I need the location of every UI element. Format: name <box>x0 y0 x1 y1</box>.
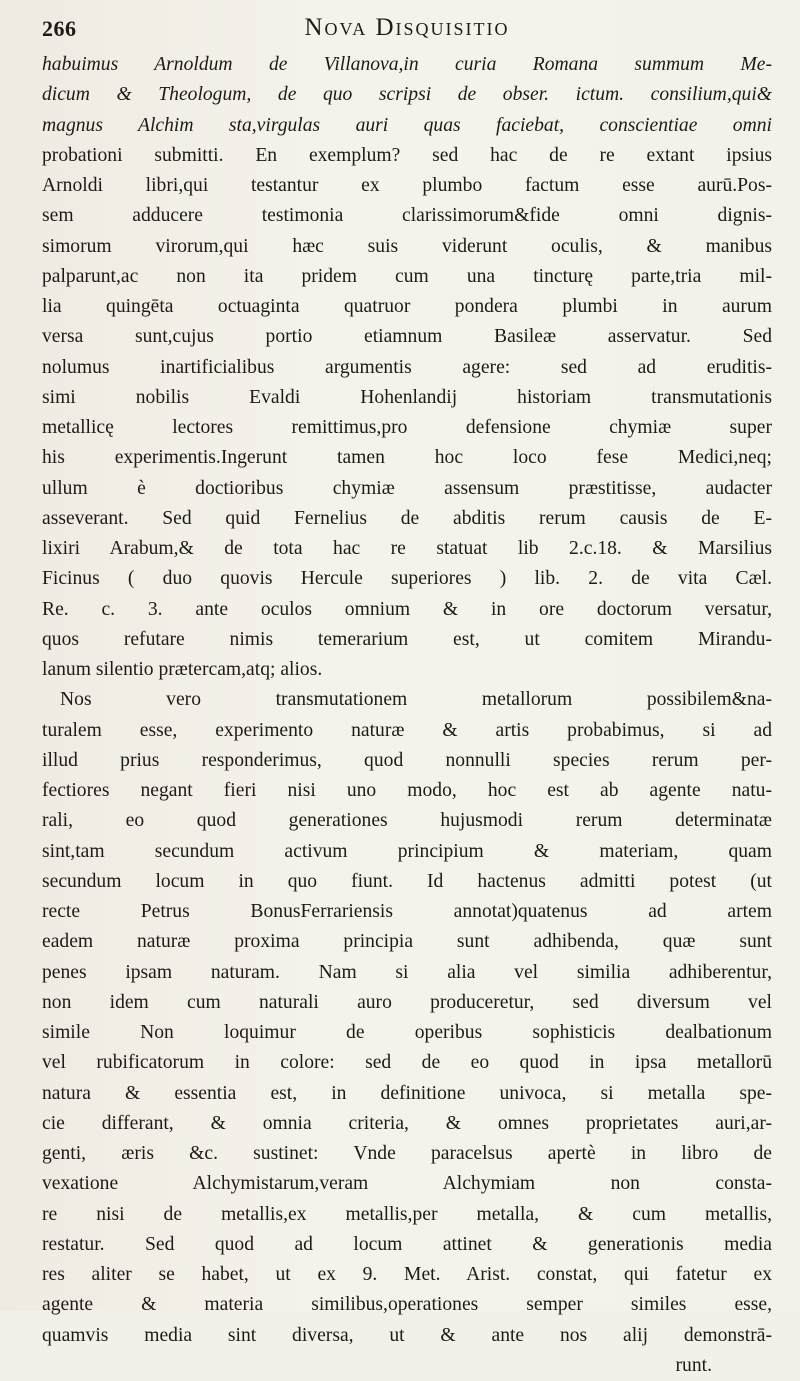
text-line: Re. c. 3. ante oculos omnium & in ore doctorum versatur, <box>42 598 772 620</box>
page-number: 266 <box>42 16 77 41</box>
text-line: versa sunt,cujus portio etiamnum Basileæ asservatur. Sed <box>42 326 772 348</box>
page-header <box>42 14 772 48</box>
text-line: magnus Alchim sta,virgulas auri quas faciebat, conscientiae omni <box>42 114 772 136</box>
text-line: non idem cum naturali auro produceretur, sed diversum vel <box>42 991 772 1013</box>
text-line: rali, eo quod generationes hujusmodi rerum determinatæ <box>42 810 772 832</box>
text-line: penes ipsam naturam. Nam si alia vel similia adhiberentur, <box>42 961 772 983</box>
text-line: recte Petrus BonusFerrariensis annotat)quatenus ad artem <box>42 901 772 922</box>
body-text <box>42 50 772 1381</box>
text-line: sint,tam secundum activum principium & materiam, quam <box>42 840 772 862</box>
text-line: dicum & Theologum, de quo scripsi de obser. ictum. consilium,qui& <box>42 84 772 106</box>
text-line: Arnoldi libri,qui testantur ex plumbo factum esse aurū.Pos- <box>42 175 772 196</box>
text-line: Ficinus ( duo quovis Hercule superiores ) lib. 2. de vita Cæl. <box>42 568 772 590</box>
text-line: habuimus Arnoldum de Villanova,in curia Romana summum Me- <box>42 54 772 75</box>
text-line: cie differant, & omnia criteria, & omnes proprietates auri,ar- <box>42 1112 772 1134</box>
text-line: restatur. Sed quod ad locum attinet & generationis media <box>42 1233 772 1255</box>
text-line: re nisi de metallis,ex metallis,per metalla, & cum metallis, <box>42 1203 772 1225</box>
text-line: vel rubificatorum in colore: sed de eo quod in ipsa metallorū <box>42 1052 772 1074</box>
text-line: vexatione Alchymistarum,veram Alchymiam non consta- <box>42 1173 772 1195</box>
text-line: agente & materia similibus,operationes semper similes esse, <box>42 1294 772 1316</box>
text-line: lanum silentio prætercam,atq; alios. <box>42 659 323 680</box>
text-line: lia quingēta octuaginta quatruor pondera plumbi in aurum <box>42 296 772 317</box>
text-line: Nos vero transmutationem metallorum possibilem&na- <box>60 689 772 711</box>
text-line: quos refutare nimis temerarium est, ut comitem Mirandu- <box>42 628 772 650</box>
text-line: natura & essentia est, in definitione univoca, si metalla spe- <box>42 1082 772 1104</box>
text-line: his experimentis.Ingerunt tamen hoc loco fese Medici,neq; <box>42 447 772 469</box>
text-line: lixiri Arabum,& de tota hac re statuat lib 2.c.18. & Marsilius <box>42 538 772 559</box>
text-line: sem adducere testimonia clarissimorum&fide omni dignis- <box>42 205 772 227</box>
text-line: asseverant. Sed quid Fernelius de abditis rerum causis de E- <box>42 507 772 529</box>
text-line: simorum virorum,qui hæc suis viderunt oculis, & manibus <box>42 235 772 257</box>
text-line: secundum locum in quo fiunt. Id hactenus admitti potest (ut <box>42 870 772 892</box>
text-line: simile Non loquimur de operibus sophisticis dealbationum <box>42 1022 772 1043</box>
text-line: probationi submitti. En exemplum? sed hac de re extant ipsius <box>42 144 772 166</box>
text-line: res aliter se habet, ut ex 9. Met. Arist. constat, qui fatetur ex <box>42 1264 772 1285</box>
text-line: ullum è doctioribus chymiæ assensum præstitisse, audacter <box>42 477 772 499</box>
text-line: eadem naturæ proxima principia sunt adhibenda, quæ sunt <box>42 931 772 953</box>
text-line: quamvis media sint diversa, ut & ante nos alij demonstrā- <box>42 1324 772 1346</box>
text-line: runt. <box>675 1354 712 1376</box>
text-line: nolumus inartificialibus argumentis agere: sed ad eruditis- <box>42 356 772 378</box>
text-line: fectiores negant fieri nisi uno modo, hoc est ab agente natu- <box>42 780 772 801</box>
text-line: metallicę lectores remittimus,pro defensione chymiæ super <box>42 417 772 438</box>
text-line: palparunt,ac non ita pridem cum una tincturę parte,tria mil- <box>42 265 772 287</box>
text-line: turalem esse, experimento naturæ & artis probabimus, si ad <box>42 719 772 741</box>
text-line: simi nobilis Evaldi Hohenlandij historiam transmutationis <box>42 386 772 408</box>
text-line: genti, æris &c. sustinet: Vnde paracelsus apertè in libro de <box>42 1143 772 1164</box>
text-line: illud prius responderimus, quod nonnulli species rerum per- <box>42 749 772 771</box>
running-title: Nova Disquisitio <box>304 14 510 41</box>
